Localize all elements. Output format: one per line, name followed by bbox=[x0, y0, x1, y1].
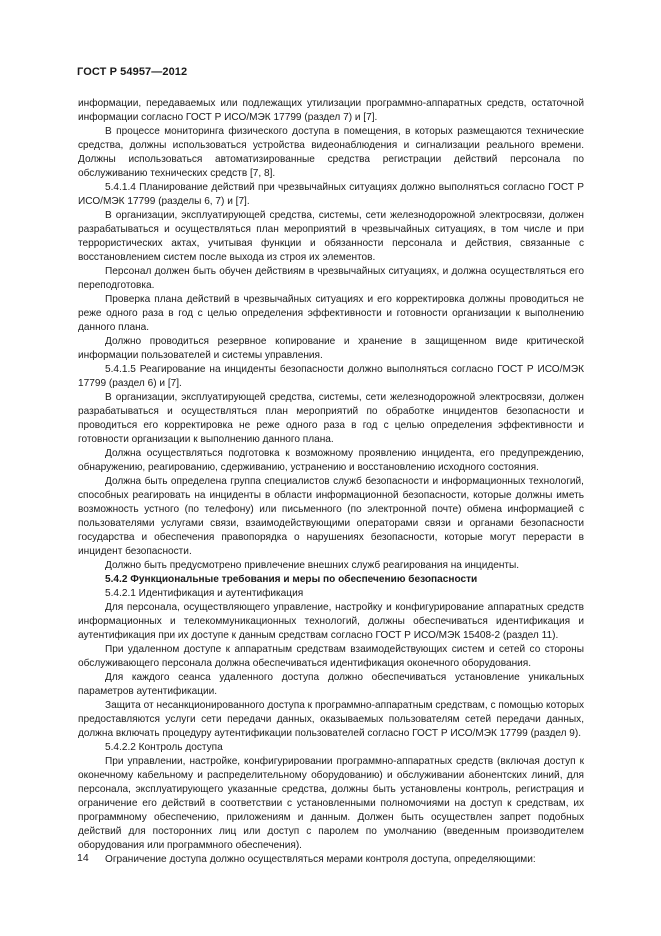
document-header: ГОСТ Р 54957—2012 bbox=[77, 66, 188, 78]
paragraph: Должно проводиться резервное копирование и хранение в защищенном виде критической информации пользователей и системы управления. bbox=[78, 336, 584, 361]
paragraph: В процессе мониторинга физического доступа в помещения, в которых размещаются технические средства, должны использоваться устройства видеонаблюдения и сигнализации реального времени. Должны использоваться автоматизированные средства регистрации действий персонала по обслуживанию технических средств [7, 8]. bbox=[78, 126, 584, 179]
paragraph: В организации, эксплуатирующей средства, системы, сети железнодорожной электросвязи, должен разрабатываться и осуществляться план мероприятий в чрезвычайных ситуациях, в том числе и при террористических актах, учитывая функции и обязанности персонала и действия, связанные с восстановлением систем после выхода из строя их элементов. bbox=[78, 210, 584, 263]
paragraph: Ограничение доступа должно осуществляться мерами контроля доступа, определяющими: bbox=[105, 854, 536, 865]
paragraph-continuation: информации, передаваемых или подлежащих утилизации программно-аппаратных средств, остаточной информации согласно ГОСТ Р ИСО/МЭК 17799 (раздел 7) и [7]. bbox=[78, 98, 584, 123]
subsection-heading-5-4-2-2: 5.4.2.2 Контроль доступа bbox=[105, 742, 223, 753]
paragraph: Персонал должен быть обучен действиям в чрезвычайных ситуациях, и должна осуществляться его переподготовка. bbox=[78, 266, 584, 291]
section-heading-5-4-2: 5.4.2 Функциональные требования и меры по обеспечению безопасности bbox=[105, 574, 478, 585]
clause-5-4-1-4: 5.4.1.4 Планирование действий при чрезвычайных ситуациях должно выполняться согласно ГОСТ Р ИСО/МЭК 17799 (разделы 6, 7) и [7]. bbox=[78, 182, 584, 207]
paragraph: Должно быть предусмотрено привлечение внешних служб реагирования на инциденты. bbox=[105, 560, 520, 571]
paragraph: Защита от несанкционированного доступа к программно-аппаратным средствам, с помощью которых предоставляются услуги сети передачи данных, оказываемых пользователям сетей передачи данных, должна включать процедуру аутентификации пользователей согласно ГОСТ Р ИСО/МЭК 17799 (раздел 9). bbox=[78, 700, 584, 739]
document-body bbox=[78, 97, 584, 867]
paragraph: В организации, эксплуатирующей средства, системы, сети железнодорожной электросвязи, должен разрабатываться и осуществляться план мероприятий по обработке инцидентов безопасности и проводиться его корректировка не реже одного раза в год с целью определения эффективности и готовности организации к выполнению данного плана. bbox=[78, 392, 584, 445]
paragraph: Должна осуществляться подготовка к возможному проявлению инцидента, его предупреждению, обнаружению, реагированию, сдерживанию, устранению и восстановлению исходного состояния. bbox=[78, 448, 584, 473]
paragraph: Для персонала, осуществляющего управление, настройку и конфигурирование аппаратных средств информационных и телекоммуникационных технологий, должны обеспечиваться идентификация и аутентификация при их доступе к данным средствам согласно ГОСТ Р ИСО/МЭК 15408-2 (раздел 11). bbox=[78, 602, 584, 641]
paragraph: При удаленном доступе к аппаратным средствам взаимодействующих систем и сетей со стороны обслуживающего персонала должна обеспечиваться идентификация оконечного оборудования. bbox=[78, 644, 584, 669]
paragraph: Проверка плана действий в чрезвычайных ситуациях и его корректировка должны проводиться не реже одного раза в год с целью определения эффективности и готовности организации к выполнению данного плана. bbox=[78, 294, 584, 333]
paragraph: При управлении, настройке, конфигурировании программно-аппаратных средств (включая доступ к оконечному кабельному и распределительному оборудованию) и обслуживании абонентских линий, для персонала, эксплуатирующего указанные средства, должны быть установлены контроль, регистрация и ограничение его действий в соответствии с установленными полномочиями на доступ к средствам, их программному обеспечению, приложениям и данным. Должен быть осуществлен запрет подобных действий для посторонних лиц или доступ с паролем по умолчанию (введенным производителем оборудования или программного обеспечения). bbox=[78, 756, 584, 851]
subsection-heading-5-4-2-1: 5.4.2.1 Идентификация и аутентификация bbox=[105, 588, 304, 599]
paragraph: Для каждого сеанса удаленного доступа должно обеспечиваться установление уникальных параметров аутентификации. bbox=[78, 672, 584, 697]
page-number: 14 bbox=[77, 852, 89, 864]
paragraph: Должна быть определена группа специалистов служб безопасности и информационных технологий, способных реагировать на инциденты в области информационной безопасности, которые должны иметь возможность устного (по телефону) или письменного (по электронной почте) обмена информацией с пользователями услугами связи, взаимодействующими операторами связи и органами безопасности государства и обеспечения правопорядка о нарушениях безопасности, которые могут перерасти в инцидент безопасности. bbox=[78, 476, 584, 557]
clause-5-4-1-5: 5.4.1.5 Реагирование на инциденты безопасности должно выполняться согласно ГОСТ Р ИСО/МЭК 17799 (раздел 6) и [7]. bbox=[78, 364, 584, 389]
